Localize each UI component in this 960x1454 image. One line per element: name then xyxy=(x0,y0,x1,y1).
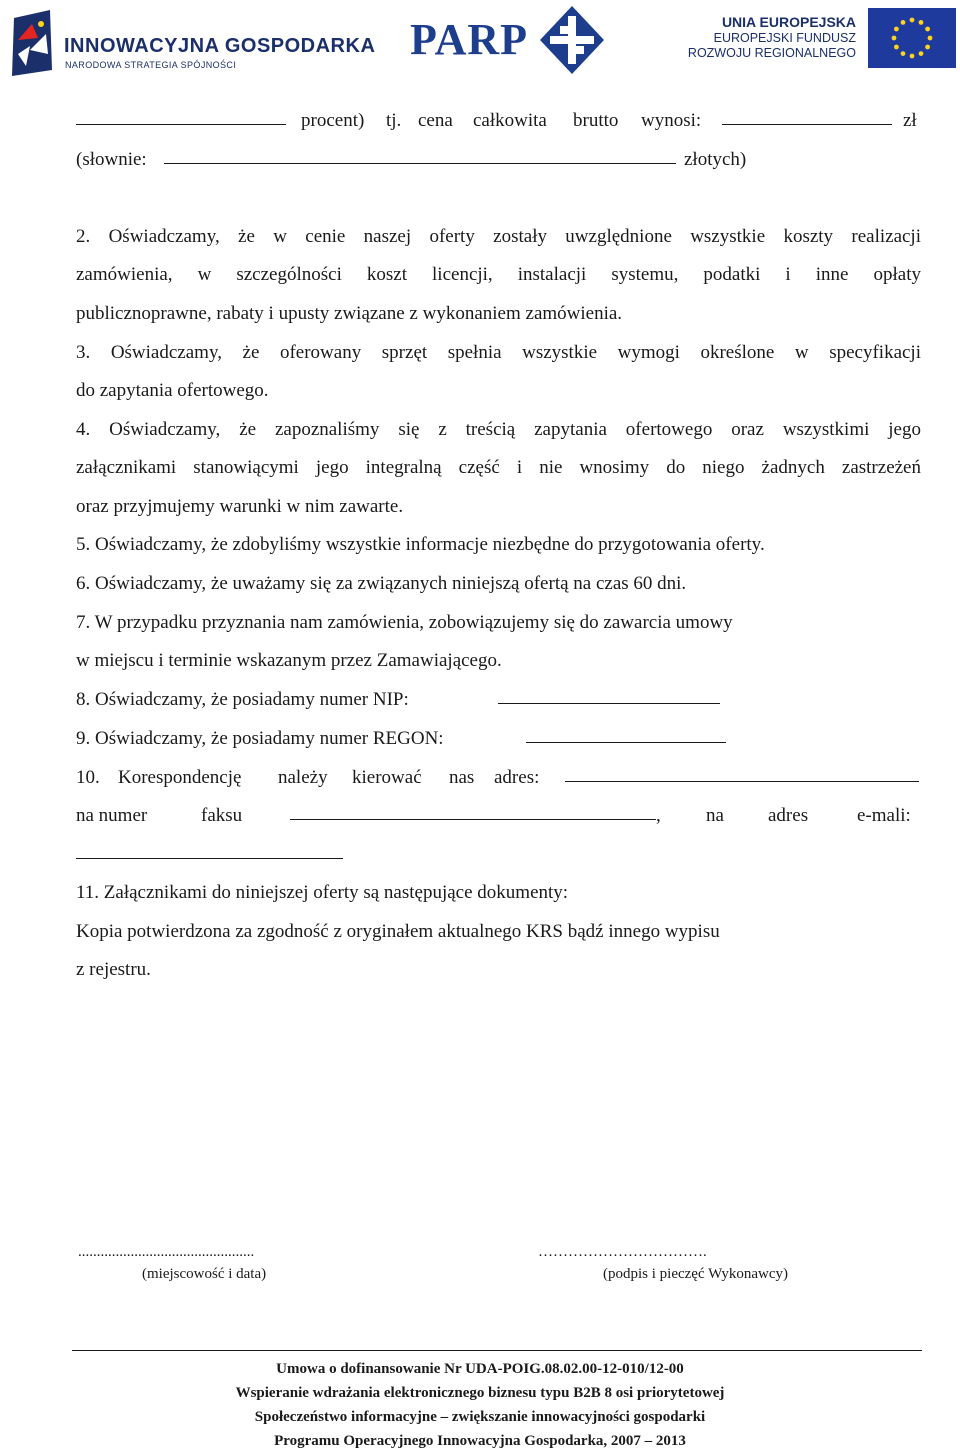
para-8-line xyxy=(76,687,921,713)
word: , xyxy=(656,805,661,826)
para-10-line-2 xyxy=(76,803,921,829)
para-7-line-2: w miejscu i terminie wskazanym przez Zamawiającego. xyxy=(76,650,502,671)
word: wynosi: xyxy=(641,110,702,131)
word: zł xyxy=(903,110,917,131)
word: tj. xyxy=(386,110,402,131)
word: nas xyxy=(449,767,475,788)
word: adres xyxy=(768,805,809,826)
word: kierować xyxy=(352,767,422,788)
eu-flag-icon xyxy=(868,8,956,68)
para-3-line-2: do zapytania ofertowego. xyxy=(76,380,269,401)
footer-line-1: Umowa o dofinansowanie Nr UDA-POIG.08.02.00-12-010/12-00 xyxy=(276,1361,684,1377)
price-amount-blank[interactable] xyxy=(722,108,892,125)
para-4-line-3: oraz przyjmujemy warunki w nim zawarte. xyxy=(76,496,404,517)
address-blank[interactable] xyxy=(565,765,919,782)
para-4-line-2: załącznikami stanowiącymi jego integralną część i nie wnosimy do niego żadnych zastrzeżeń xyxy=(76,457,921,478)
word: cena xyxy=(418,110,453,131)
signature-label: (podpis i pieczęć Wykonawcy) xyxy=(603,1266,789,1282)
signature-dots: ……………………………. xyxy=(538,1244,707,1260)
word: procent) xyxy=(301,110,365,131)
para-10-line-1 xyxy=(76,765,921,791)
email-line xyxy=(76,842,921,868)
footer-line-2: Wspieranie wdrażania elektronicznego biznesu typu B2B 8 osi priorytetowej xyxy=(235,1385,725,1401)
footer-divider xyxy=(72,1350,922,1351)
para-4-line-1: 4. Oświadczamy, że zapoznaliśmy się z treścią zapytania ofertowego oraz wszystkimi jego xyxy=(76,419,921,440)
place-date-label: (miejscowość i data) xyxy=(142,1266,267,1282)
para-3-line-1: 3. Oświadczamy, że oferowany sprzęt spełnia wszystkie wymogi określone w specyfikacji xyxy=(76,342,921,363)
word: na numer xyxy=(76,805,148,826)
regon-blank[interactable] xyxy=(526,726,726,743)
para-7-line-1: 7. W przypadku przyznania nam zamówienia, zobowiązujemy się do zawarcia umowy xyxy=(76,612,733,633)
parp-logo xyxy=(410,4,606,76)
para-2-line-3: publicznoprawne, rabaty i upusty związane z wykonaniem zamówienia. xyxy=(76,303,623,324)
para-6: 6. Oświadczamy, że uważamy się za związanych niniejszą ofertą na czas 60 dni. xyxy=(76,573,687,594)
eu-line1: UNIA EUROPEJSKA xyxy=(721,14,856,30)
parp-title: PARP xyxy=(410,15,529,64)
word: (słownie: xyxy=(76,149,147,170)
footer-line-3: Społeczeństwo informacyjne – zwiększanie innowacyjności gospodarki xyxy=(254,1409,706,1425)
para-2-line-2: zamówienia, w szczególności koszt licencji, instalacji systemu, podatki i inne opłaty xyxy=(76,264,921,285)
word: e-mali: xyxy=(857,805,911,826)
footer-line-4: Programu Operacyjnego Innowacyjna Gospodarka, 2007 – 2013 xyxy=(274,1433,686,1449)
price-percent-blank[interactable] xyxy=(76,108,286,125)
innowacyjna-gospodarka-logo xyxy=(8,10,376,76)
word: faksu xyxy=(201,805,243,826)
word: brutto xyxy=(573,110,619,131)
email-blank[interactable] xyxy=(76,842,343,859)
para-8: 8. Oświadczamy, że posiadamy numer NIP: xyxy=(76,689,409,710)
para-11-line-3: z rejestru. xyxy=(76,959,151,980)
eu-line3: ROZWOJU REGIONALNEGO xyxy=(687,46,856,60)
word: adres: xyxy=(494,767,540,788)
word: należy xyxy=(278,767,328,788)
ig-emblem-icon xyxy=(8,10,58,76)
para-9: 9. Oświadczamy, że posiadamy numer REGON: xyxy=(76,728,444,749)
para-5: 5. Oświadczamy, że zdobyliśmy wszystkie informacje niezbędne do przygotowania oferty. xyxy=(76,534,765,555)
price-words-blank[interactable] xyxy=(164,147,676,164)
ig-subtitle: NARODOWA STRATEGIA SPÓJNOŚCI xyxy=(65,60,237,70)
ig-title: INNOWACYJNA GOSPODARKA xyxy=(64,35,376,57)
fax-blank[interactable] xyxy=(290,803,656,820)
para-11-line-1: 11. Załącznikami do niniejszej oferty są następujące dokumenty: xyxy=(76,882,569,903)
para-11-line-2: Kopia potwierdzona za zgodność z oryginałem aktualnego KRS bądź innego wypisu xyxy=(76,921,720,942)
place-date-dots: ............................................... xyxy=(78,1244,255,1260)
word: całkowita xyxy=(473,110,547,131)
eu-logo xyxy=(687,8,956,70)
parp-diamond-icon xyxy=(538,4,606,76)
price-words-line xyxy=(76,147,921,173)
para-2-line-1: 2. Oświadczamy, że w cenie naszej oferty zostały uwzględnione wszystkie koszty realizacji xyxy=(76,226,921,247)
word: 10. xyxy=(76,767,100,788)
word: Korespondencję xyxy=(118,767,242,788)
price-line xyxy=(76,108,921,134)
word: złotych) xyxy=(684,149,747,170)
eu-line2: EUROPEJSKI FUNDUSZ xyxy=(713,31,856,45)
nip-blank[interactable] xyxy=(498,687,720,704)
word: na xyxy=(706,805,724,826)
para-9-line xyxy=(76,726,921,752)
